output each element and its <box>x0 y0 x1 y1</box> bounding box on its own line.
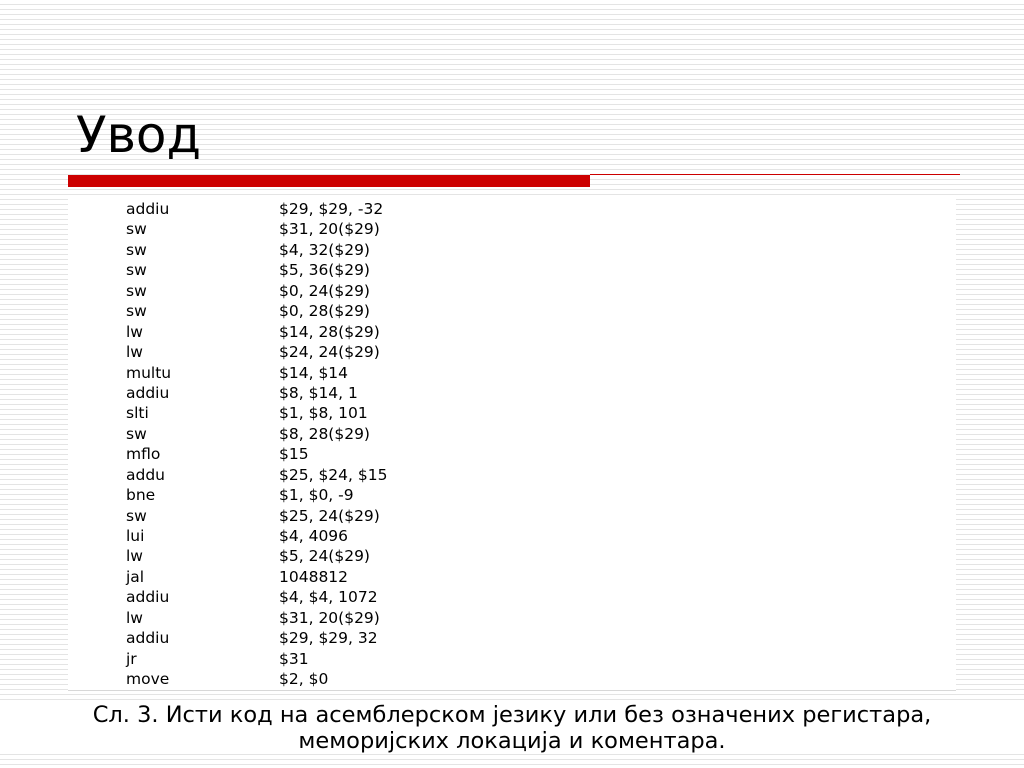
code-line <box>126 281 387 301</box>
title-underline-accent <box>68 175 590 187</box>
instruction-operands: $2, $0 <box>279 670 329 689</box>
instruction-operands: $4, $4, 1072 <box>279 588 378 607</box>
caption-line-1: Сл. 3. Исти код на асемблерском језику или без означених регистара, <box>92 702 932 728</box>
code-line <box>126 199 387 219</box>
instruction-operands: $29, $29, -32 <box>279 200 384 218</box>
instruction-operands: $29, $29, 32 <box>279 629 378 648</box>
instruction-mnemonic: sw <box>126 261 147 280</box>
instruction-mnemonic: lw <box>126 343 143 362</box>
instruction-operands: $31 <box>279 649 309 668</box>
code-line <box>126 546 387 566</box>
title-underline-rule <box>590 174 960 175</box>
instruction-mnemonic: addiu <box>126 588 170 607</box>
instruction-mnemonic: sw <box>126 281 147 300</box>
code-line <box>126 301 387 321</box>
assembly-code-block <box>68 199 956 691</box>
instruction-mnemonic: addiu <box>126 200 170 218</box>
instruction-operands: $25, $24, $15 <box>279 465 388 484</box>
code-line <box>126 587 387 607</box>
code-line <box>126 322 387 342</box>
code-line <box>126 444 387 464</box>
instruction-operands: $4, 32($29) <box>279 240 370 259</box>
instruction-mnemonic: slti <box>126 404 149 423</box>
instruction-operands: $1, $8, 101 <box>279 404 368 423</box>
instruction-mnemonic: addiu <box>126 383 170 402</box>
instruction-mnemonic: jal <box>126 567 145 586</box>
instruction-mnemonic: addu <box>126 465 165 484</box>
code-line <box>126 342 387 362</box>
title-underline <box>68 174 960 188</box>
instruction-mnemonic: lw <box>126 608 143 627</box>
instruction-operands: $15 <box>279 445 309 464</box>
assembly-code-list <box>126 199 387 690</box>
code-line <box>126 649 387 669</box>
instruction-mnemonic: multu <box>126 363 172 382</box>
instruction-operands: $25, 24($29) <box>279 506 380 525</box>
instruction-mnemonic: lw <box>126 322 143 341</box>
instruction-mnemonic: sw <box>126 506 147 525</box>
instruction-operands: $14, $14 <box>279 363 349 382</box>
instruction-operands: $14, 28($29) <box>279 322 380 341</box>
instruction-operands: $0, 28($29) <box>279 302 370 321</box>
instruction-mnemonic: addiu <box>126 629 170 648</box>
instruction-operands: $24, 24($29) <box>279 343 380 362</box>
instruction-operands: $8, $14, 1 <box>279 383 358 402</box>
code-line <box>126 240 387 260</box>
instruction-mnemonic: sw <box>126 220 147 239</box>
code-line <box>126 669 387 689</box>
code-line <box>126 424 387 444</box>
code-line <box>126 219 387 239</box>
instruction-operands: $4, 4096 <box>279 527 349 545</box>
code-line <box>126 526 387 546</box>
instruction-mnemonic: move <box>126 670 170 689</box>
instruction-operands: $5, 24($29) <box>279 547 370 566</box>
code-line <box>126 260 387 280</box>
instruction-operands: $1, $0, -9 <box>279 486 354 505</box>
instruction-mnemonic: sw <box>126 240 147 259</box>
instruction-mnemonic: mflo <box>126 445 161 464</box>
slide-title: Увод <box>76 106 202 164</box>
code-line <box>126 567 387 587</box>
code-line <box>126 465 387 485</box>
instruction-operands: $31, 20($29) <box>279 608 380 627</box>
code-line <box>126 383 387 403</box>
instruction-operands: $8, 28($29) <box>279 424 370 443</box>
instruction-mnemonic: lw <box>126 547 143 566</box>
instruction-operands: 1048812 <box>279 567 349 586</box>
instruction-mnemonic: bne <box>126 486 156 505</box>
code-line <box>126 363 387 383</box>
code-line <box>126 628 387 648</box>
instruction-mnemonic: sw <box>126 302 147 321</box>
instruction-operands: $31, 20($29) <box>279 220 380 239</box>
code-line <box>126 608 387 628</box>
instruction-operands: $5, 36($29) <box>279 261 370 280</box>
instruction-mnemonic: jr <box>126 649 137 668</box>
code-line <box>126 506 387 526</box>
instruction-operands: $0, 24($29) <box>279 281 370 300</box>
figure-caption <box>0 702 1024 754</box>
instruction-mnemonic: sw <box>126 424 147 443</box>
code-line <box>126 485 387 505</box>
caption-line-2: меморијских локација и коментара. <box>298 728 726 754</box>
code-line <box>126 403 387 423</box>
instruction-mnemonic: lui <box>126 527 145 545</box>
